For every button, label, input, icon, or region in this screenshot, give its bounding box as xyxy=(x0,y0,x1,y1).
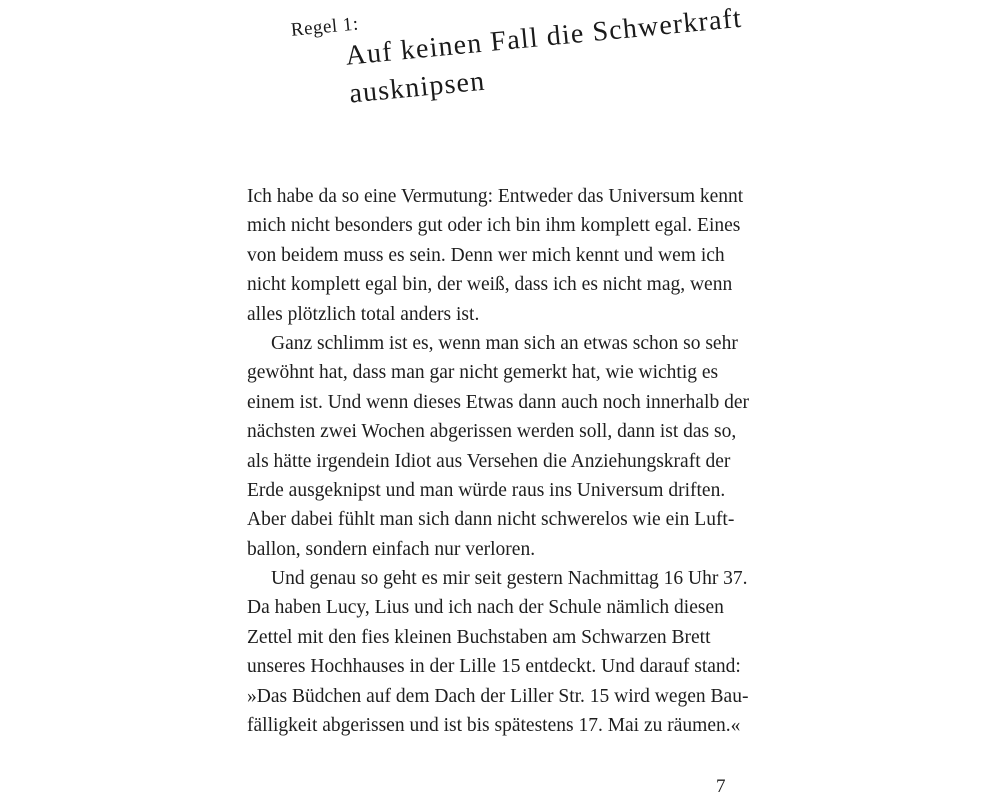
text-line: von beidem muss es sein. Denn wer mich kennt und wem ich xyxy=(247,244,725,266)
text-line: als hätte irgendein Idiot aus Versehen die Anziehungskraft der xyxy=(247,450,731,472)
text-line: nächsten zwei Wochen abgerissen werden soll, dann ist das so, xyxy=(247,421,737,443)
chapter-title-line-2: ausknipsen xyxy=(347,65,487,110)
text-line: gewöhnt hat, dass man gar nicht gemerkt hat, wie wichtig es xyxy=(247,362,719,384)
body-text xyxy=(247,182,767,740)
text-line: fälligkeit abgerissen und ist bis spätestens 17. Mai zu räumen.« xyxy=(247,715,741,737)
text-line: nicht komplett egal bin, der weiß, dass ich es nicht mag, wenn xyxy=(247,274,733,296)
text-line: Da haben Lucy, Lius und ich nach der Schule nämlich diesen xyxy=(247,597,724,619)
paragraph-start-line: Ganz schlimm ist es, wenn man sich an etwas schon so sehr xyxy=(271,332,738,354)
text-line: ballon, sondern einfach nur verloren. xyxy=(247,538,536,560)
text-line: Zettel mit den fies kleinen Buchstaben am Schwarzen Brett xyxy=(247,626,711,648)
text-line: unseres Hochhauses in der Lille 15 entdeckt. Und darauf stand: xyxy=(247,656,741,678)
text-line: »Das Büdchen auf dem Dach der Liller Str. 15 wird wegen Bau- xyxy=(247,685,749,707)
text-line: Ich habe da so eine Vermutung: Entweder das Universum kennt xyxy=(247,186,744,207)
chapter-title-line-1: Auf keinen Fall die Schwerkraft xyxy=(344,2,744,72)
page-number: 7 xyxy=(716,776,726,797)
text-line: Erde ausgeknipst und man würde raus ins Universum driften. xyxy=(247,479,726,501)
paragraph-start-line: Und genau so geht es mir seit gestern Nachmittag 16 Uhr 37. xyxy=(271,568,748,590)
chapter-label: Regel 1: xyxy=(290,13,360,41)
text-line: einem ist. Und wenn dieses Etwas dann auch noch innerhalb der xyxy=(247,391,749,413)
text-line: alles plötzlich total anders ist. xyxy=(247,303,480,325)
text-line: Aber dabei fühlt man sich dann nicht schwerelos wie ein Luft- xyxy=(247,509,735,531)
text-line: mich nicht besonders gut oder ich bin ihm komplett egal. Eines xyxy=(247,215,741,237)
chapter-heading xyxy=(290,0,817,118)
